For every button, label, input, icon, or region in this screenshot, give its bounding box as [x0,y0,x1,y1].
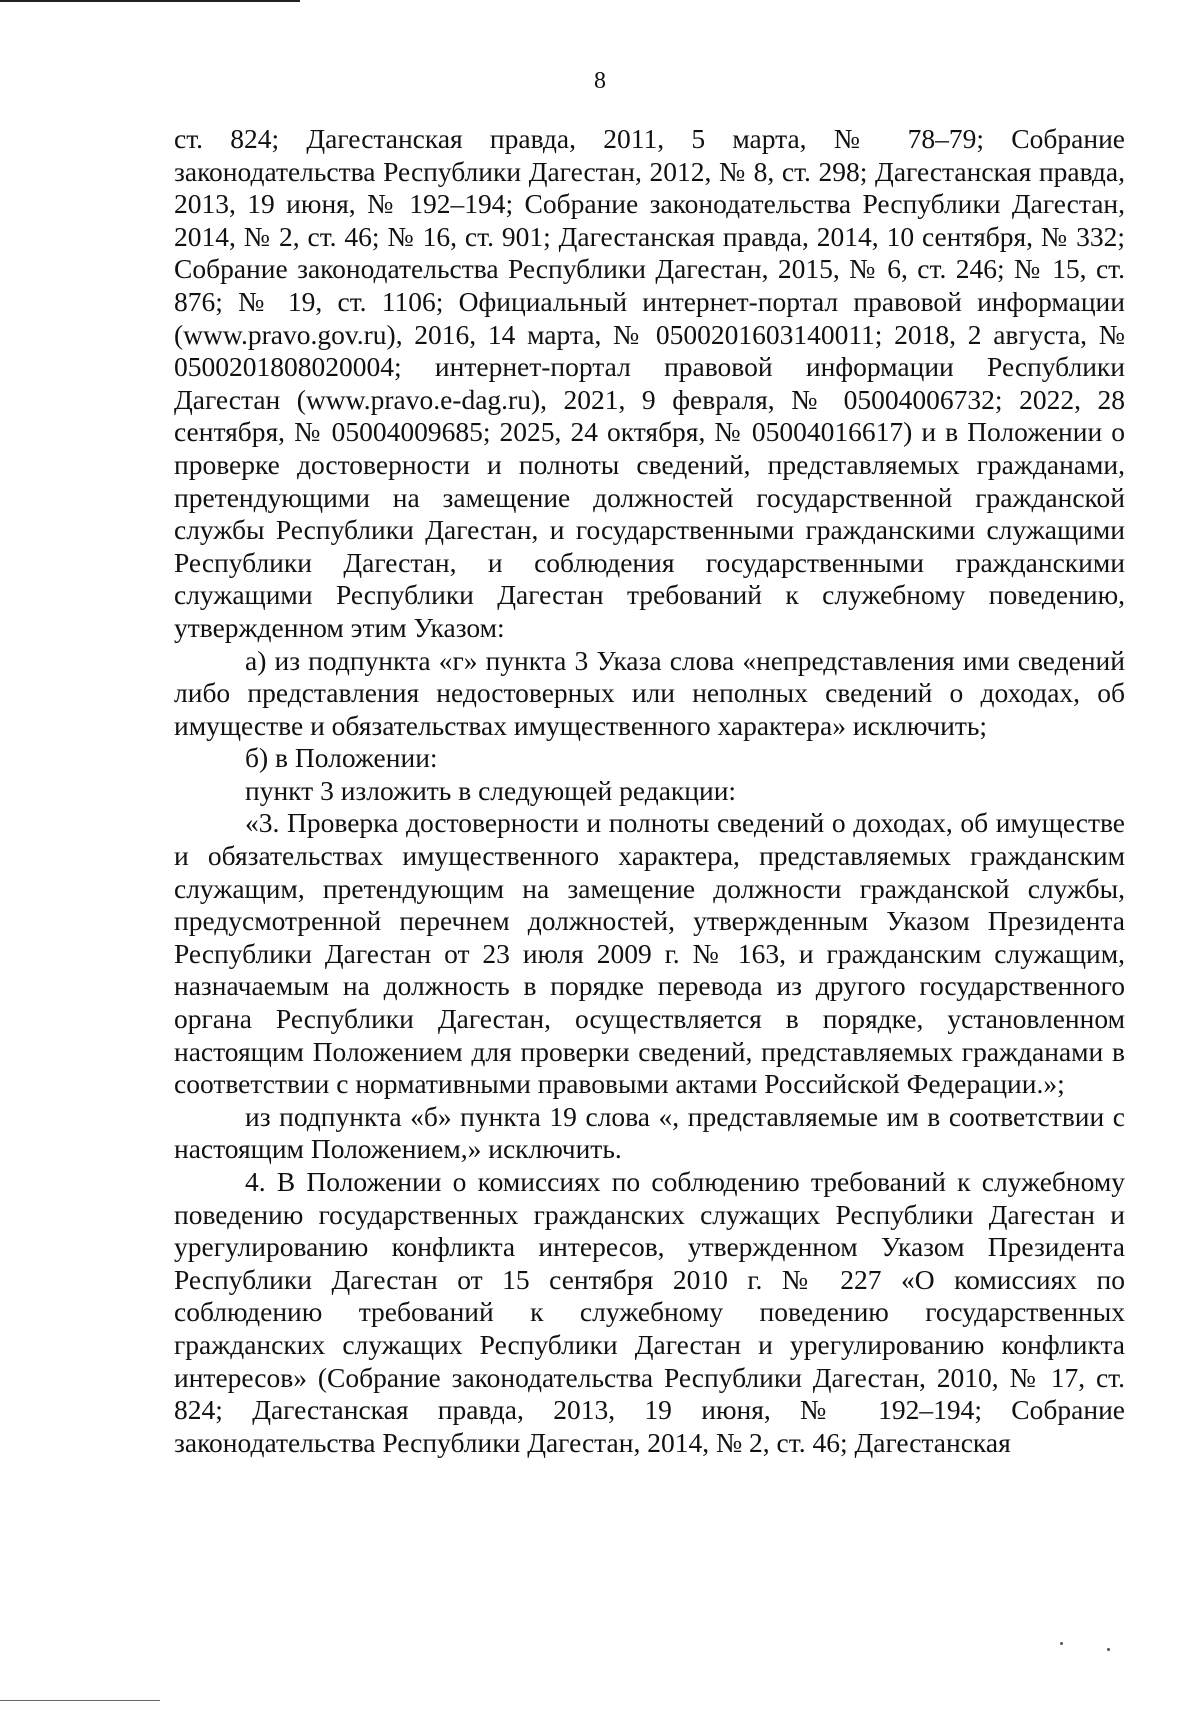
paragraph-subitem-b: б) в Положении: [245,742,438,774]
scan-edge-line-top [0,0,300,2]
paragraph-item-19-change: из подпункта «б» пункта 19 слова «, представляемые им в соответствии с настоящим Положением,» исключить. [174,1100,1125,1165]
scan-speck [1060,1642,1063,1645]
paragraph-continuation: ст. 824; Дагестанская правда, 2011, 5 марта, № 78–79; Собрание законодательства Республики Дагестан, 2012, № 8, ст. 298; Дагестанская правда, 2013, 19 июня, № 192–194; Собрание законодательства Республики Дагестан, 2014, № 2, ст. 46; № 16, ст. 901; Дагестанская правда, 2014, 10 сентября, № 332; Собрание законодательства Республики Дагестан, 2015, № 6, ст. 246; № 15, ст. 876; № 19, ст. 1106; Официальный интернет-портал правовой информации (www.pravo.gov.ru), 2016, 14 марта, № 0500201603140011; 2018, 2 августа, № 0500201808020004; интернет-портал правовой информации Республики Дагестан (www.pravo.e-dag.ru), 2021, 9 февраля, № 05004006732; 2022, 28 сентября, № 05004009685; 2025, 24 октября, № 05004016617) и в Положении о проверке достоверности и полноты сведений, представляемых гражданами, претендующими на замещение должностей государственной гражданской службы Республики Дагестан, и государственными гражданскими служащими Республики Дагестан, и соблюдения государственными гражданскими служащими Республики Дагестан требований к служебному поведению, утвержденном этим Указом: [174,123,1125,643]
paragraph-item-3-intro: пункт 3 изложить в следующей редакции: [245,774,737,806]
document-body [174,123,1125,1459]
page-number: 8 [594,68,606,94]
scan-speck [1107,1648,1110,1651]
paragraph-section-4: 4. В Положении о комиссиях по соблюдению требований к служебному поведению государственных гражданских служащих Республики Дагестан и урегулированию конфликта интересов, утвержденном Указом Президента Республики Дагестан от 15 сентября 2010 г. № 227 «О комиссиях по соблюдению требований к служебному поведению государственных гражданских служащих Республики Дагестан и урегулированию конфликта интересов» (Собрание законодательства Республики Дагестан, 2010, № 17, ст. 824; Дагестанская правда, 2013, 19 июня, № 192–194; Собрание законодательства Республики Дагестан, 2014, № 2, ст. 46; Дагестанская [174,1166,1125,1458]
paragraph-subitem-a: а) из подпункта «г» пункта 3 Указа слова «непредставления ими сведений либо представления недостоверных или неполных сведений о доходах, об имуществе и обязательствах имущественного характера» исключить; [174,644,1125,741]
paragraph-item-3-text: «3. Проверка достоверности и полноты сведений о доходах, об имуществе и обязательствах имущественного характера, представляемых гражданским служащим, претендующим на замещение должности гражданской службы, предусмотренной перечнем должностей, утвержденным Указом Президента Республики Дагестан от 23 июля 2009 г. № 163, и гражданским служащим, назначаемым на должность в порядке перевода из другого государственного органа Республики Дагестан, осуществляется в порядке, установленном настоящим Положением для проверки сведений, представляемых гражданами в соответствии с нормативными правовыми актами Российской Федерации.»; [174,807,1125,1100]
scan-edge-line-bottom [0,1700,160,1701]
